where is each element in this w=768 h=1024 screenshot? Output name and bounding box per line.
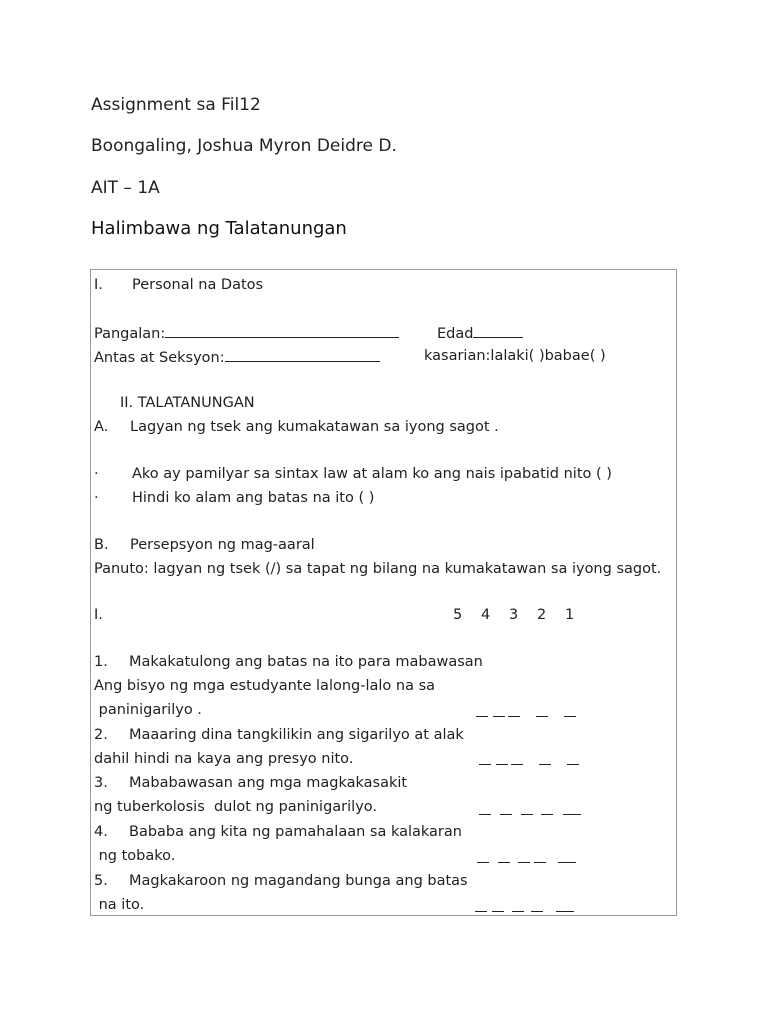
antas-label: Antas at Seksyon: (94, 350, 225, 366)
item-3-line-1: Mababawasan ang mga magkakasakit (129, 775, 408, 791)
item-5-blank-1[interactable] (556, 911, 574, 912)
pangalan-label: Pangalan: (94, 326, 166, 342)
item-4-blank-5[interactable] (477, 862, 489, 863)
edad-label: Edad (437, 326, 474, 342)
part2-b-letter: B. (94, 537, 109, 553)
scale-4: 4 (481, 607, 491, 623)
option-hindi-alam: Hindi ko alam ang batas na ito ( ) (132, 490, 375, 506)
pangalan-field (94, 323, 399, 343)
item-2-blank-2[interactable] (539, 764, 551, 765)
scale-3: 3 (509, 607, 519, 623)
questionnaire-box (90, 269, 677, 916)
item-3-blank-3[interactable] (521, 814, 533, 815)
item-2-number: 2. (94, 727, 108, 743)
pangalan-blank[interactable] (165, 323, 399, 338)
item-4-blank-4[interactable] (498, 862, 510, 863)
part1-number: I. (94, 277, 103, 293)
item-5-blank-3[interactable] (512, 911, 524, 912)
bullet-1: · (94, 466, 99, 482)
part2-a-text: Lagyan ng tsek ang kumakatawan sa iyong sagot . (130, 419, 499, 435)
scale-2: 2 (537, 607, 547, 623)
part2-heading: II. TALATANUNGAN (120, 395, 255, 411)
item-3-number: 3. (94, 775, 108, 791)
scale-5: 5 (453, 607, 463, 623)
item-5-line-1: Magkakaroon ng magandang bunga ang batas (129, 873, 468, 889)
document-title: Halimbawa ng Talatanungan (91, 218, 347, 239)
item-5-blank-5[interactable] (475, 911, 487, 912)
item-2-blank-4[interactable] (496, 764, 508, 765)
item-1-line-3: paninigarilyo . (94, 702, 202, 718)
item-1-blank-3[interactable] (508, 716, 520, 717)
item-3-blank-5[interactable] (479, 814, 491, 815)
part2-b-text: Persepsyon ng mag-aaral (130, 537, 315, 553)
option-pamilyar: Ako ay pamilyar sa sintax law at alam ko ang nais ipabatid nito ( ) (132, 466, 612, 482)
student-name: Boongaling, Joshua Myron Deidre D. (91, 136, 397, 156)
item-4-blank-3[interactable] (518, 862, 530, 863)
item-1-number: 1. (94, 654, 108, 670)
item-5-line-2: na ito. (94, 897, 145, 913)
item-2-blank-3[interactable] (511, 764, 523, 765)
item-1-line-1: Makakatulong ang batas na ito para mabawasan (129, 654, 483, 670)
part1-label: Personal na Datos (132, 277, 264, 293)
item-1-line-2: Ang bisyo ng mga estudyante lalong-lalo na sa (94, 678, 436, 694)
item-1-blank-5[interactable] (476, 716, 488, 717)
part2-a-letter: A. (94, 419, 109, 435)
section-line: AIT – 1A (91, 178, 160, 198)
item-5-blank-4[interactable] (492, 911, 504, 912)
item-5-number: 5. (94, 873, 108, 889)
item-1-blank-2[interactable] (536, 716, 548, 717)
item-1-blank-1[interactable] (564, 716, 576, 717)
item-5-blank-2[interactable] (531, 911, 543, 912)
item-2-blank-1[interactable] (567, 764, 579, 765)
edad-field (437, 323, 523, 343)
item-4-blank-2[interactable] (534, 862, 546, 863)
item-3-blank-2[interactable] (541, 814, 553, 815)
item-4-line-1: Bababa ang kita ng pamahalaan sa kalakaran (129, 824, 462, 840)
kasarian-field: kasarian:lalaki( )babae( ) (424, 348, 606, 364)
scale-1: 1 (565, 607, 575, 623)
bullet-2: · (94, 490, 99, 506)
item-4-line-2: ng tobako. (94, 848, 176, 864)
edad-blank[interactable] (473, 323, 523, 338)
item-2-blank-5[interactable] (479, 764, 491, 765)
rating-row-label: I. (94, 607, 103, 623)
item-3-line-2: ng tuberkolosis dulot ng paninigarilyo. (94, 799, 378, 815)
assignment-line: Assignment sa Fil12 (91, 95, 261, 115)
item-4-blank-1[interactable] (558, 862, 576, 863)
antas-blank[interactable] (225, 347, 380, 362)
item-2-line-2: dahil hindi na kaya ang presyo nito. (94, 751, 354, 767)
antas-field (94, 347, 380, 367)
item-4-number: 4. (94, 824, 108, 840)
item-3-blank-4[interactable] (500, 814, 512, 815)
item-2-line-1: Maaaring dina tangkilikin ang sigarilyo at alak (129, 727, 464, 743)
item-1-blank-4[interactable] (493, 716, 505, 717)
panuto-text: Panuto: lagyan ng tsek (/) sa tapat ng bilang na kumakatawan sa iyong sagot. (94, 561, 662, 577)
item-3-blank-1[interactable] (563, 814, 581, 815)
